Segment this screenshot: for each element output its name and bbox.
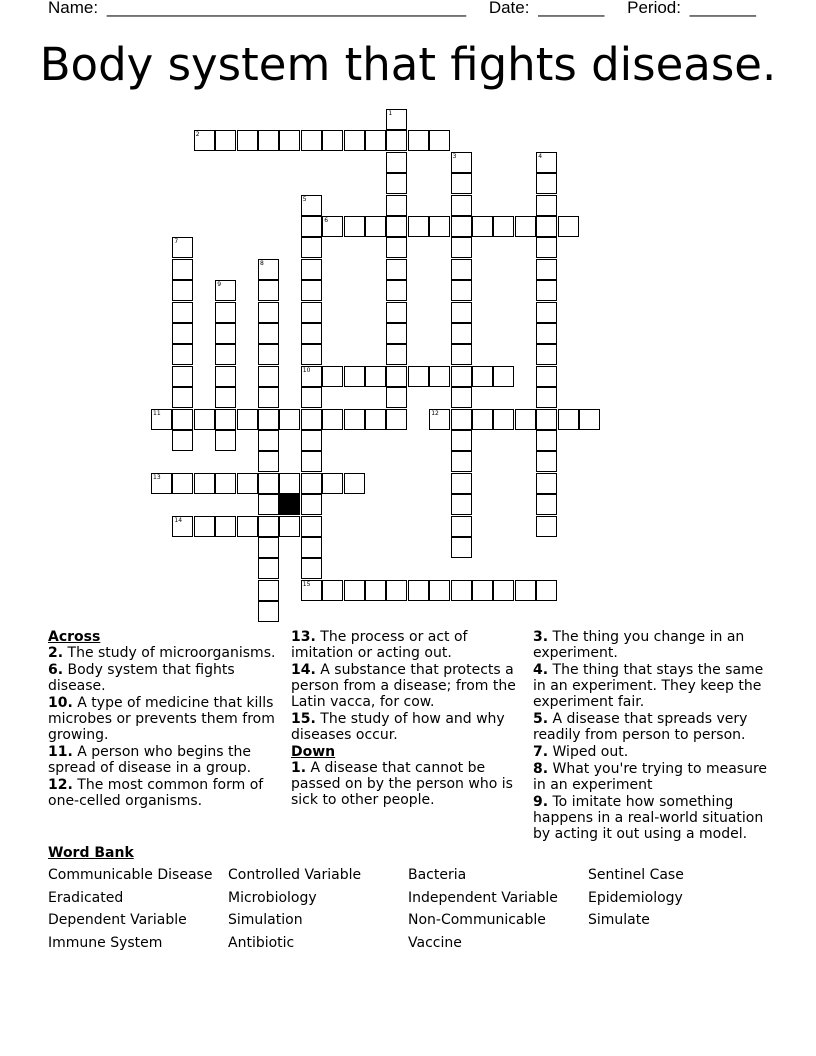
grid-cell[interactable] xyxy=(558,216,579,237)
grid-cell[interactable] xyxy=(451,280,472,301)
grid-cell[interactable] xyxy=(301,302,322,323)
grid-cell[interactable] xyxy=(536,494,557,515)
clue-down-7: 7. Wiped out. xyxy=(533,744,629,760)
grid-cell[interactable] xyxy=(301,409,322,430)
grid-cell[interactable] xyxy=(386,109,407,130)
clue-across-12: 12. The most common form of one-celled organisms. xyxy=(48,777,264,809)
grid-cell[interactable] xyxy=(322,580,343,601)
word-bank-item: Simulate xyxy=(588,912,650,928)
grid-cell[interactable] xyxy=(386,152,407,173)
clue-across-13: 13. The process or act of imitation or acting out. xyxy=(291,629,468,661)
grid-cell[interactable] xyxy=(322,409,343,430)
clue-down-9: 9. To imitate how something happens in a real-world situation by acting it out using a model. xyxy=(533,794,764,842)
grid-cell[interactable] xyxy=(172,409,193,430)
grid-cell[interactable] xyxy=(172,237,193,258)
grid-cell[interactable] xyxy=(301,130,322,151)
grid-cell[interactable] xyxy=(386,409,407,430)
cell-number: 7 xyxy=(174,238,179,246)
grid-cell[interactable] xyxy=(301,323,322,344)
cell-number: 8 xyxy=(260,259,264,267)
date-blank[interactable]: _______ xyxy=(538,0,605,17)
grid-cell[interactable] xyxy=(536,516,557,537)
grid-cell[interactable] xyxy=(258,580,279,601)
grid-cell[interactable] xyxy=(301,195,322,216)
grid-cell[interactable] xyxy=(451,173,472,194)
cell-number: 10 xyxy=(302,366,311,374)
grid-cell[interactable] xyxy=(515,409,536,430)
grid-cell[interactable] xyxy=(558,409,579,430)
grid-cell[interactable] xyxy=(493,366,514,387)
grid-cell[interactable] xyxy=(172,387,193,408)
grid-cell[interactable] xyxy=(301,516,322,537)
grid-cell[interactable] xyxy=(451,494,472,515)
word-bank-item: Controlled Variable xyxy=(228,867,362,883)
grid-cell[interactable] xyxy=(472,216,493,237)
cell-number: 2 xyxy=(195,131,200,139)
grid-cell[interactable] xyxy=(301,430,322,451)
grid-cell[interactable] xyxy=(536,280,557,301)
word-bank-item: Communicable Disease xyxy=(48,867,213,883)
grid-cell[interactable] xyxy=(451,195,472,216)
grid-cell[interactable] xyxy=(258,344,279,365)
grid-cell[interactable] xyxy=(386,302,407,323)
grid-cell[interactable] xyxy=(429,130,450,151)
grid-cell[interactable] xyxy=(344,366,365,387)
grid-cell[interactable] xyxy=(386,580,407,601)
grid-cell[interactable] xyxy=(172,302,193,323)
grid-cell[interactable] xyxy=(215,430,236,451)
grid-cell[interactable] xyxy=(451,537,472,558)
clue-down-1: 1. A disease that cannot be passed on by the person who is sick to other people. xyxy=(291,760,513,808)
cell-number: 6 xyxy=(324,217,329,224)
word-bank xyxy=(48,867,808,951)
grid-cell[interactable] xyxy=(536,387,557,408)
grid-cell[interactable] xyxy=(258,473,279,494)
grid-cell[interactable] xyxy=(451,344,472,365)
word-bank-item: Vaccine xyxy=(408,934,462,951)
clue-across-15: 15. The study of how and why diseases occur. xyxy=(291,711,505,743)
grid-cell[interactable] xyxy=(493,216,514,237)
grid-cell[interactable] xyxy=(493,580,514,601)
grid-cell[interactable] xyxy=(301,473,322,494)
grid-cell[interactable] xyxy=(365,409,386,430)
grid-cell[interactable] xyxy=(386,130,407,151)
grid-cell[interactable] xyxy=(386,366,407,387)
grid-cell[interactable] xyxy=(386,195,407,216)
grid-cell[interactable] xyxy=(194,516,215,537)
grid-cell[interactable] xyxy=(258,387,279,408)
grid-cell[interactable] xyxy=(386,259,407,280)
page-title: Body system that fights disease. xyxy=(39,38,777,91)
cell-number: 11 xyxy=(153,409,161,417)
word-bank-item: Microbiology xyxy=(228,889,317,906)
grid-cell[interactable] xyxy=(536,302,557,323)
grid-cell[interactable] xyxy=(215,409,236,430)
clue-across-14: 14. A substance that protects a person from a disease; from the Latin vacca, for cow. xyxy=(291,662,516,710)
grid-cell[interactable] xyxy=(386,216,407,237)
grid-cell[interactable] xyxy=(237,409,258,430)
grid-cell[interactable] xyxy=(451,302,472,323)
grid-cell[interactable] xyxy=(194,130,215,151)
grid-cell[interactable] xyxy=(215,302,236,323)
grid-cell[interactable] xyxy=(451,473,472,494)
clues-column-3 xyxy=(533,629,773,843)
grid-cell[interactable] xyxy=(365,580,386,601)
grid-cell[interactable] xyxy=(258,130,279,151)
grid-cell[interactable] xyxy=(451,259,472,280)
grid-cell[interactable] xyxy=(301,280,322,301)
grid-cell[interactable] xyxy=(408,366,429,387)
grid-cell[interactable] xyxy=(279,130,300,151)
grid-cell[interactable] xyxy=(536,195,557,216)
word-bank-item: Independent Variable xyxy=(408,889,558,906)
grid-cell[interactable] xyxy=(429,366,450,387)
grid-cell[interactable] xyxy=(301,387,322,408)
grid-cell[interactable] xyxy=(279,516,300,537)
grid-cell[interactable] xyxy=(151,409,172,430)
grid-cell[interactable] xyxy=(172,280,193,301)
grid-cell[interactable] xyxy=(258,280,279,301)
grid-cell[interactable] xyxy=(258,601,279,622)
grid-cell[interactable] xyxy=(536,473,557,494)
grid-cell[interactable] xyxy=(279,409,300,430)
grid-cell[interactable] xyxy=(386,323,407,344)
cell-number: 1 xyxy=(388,110,393,117)
cell-number: 3 xyxy=(452,152,457,160)
grid-cell[interactable] xyxy=(536,259,557,280)
grid-cell[interactable] xyxy=(215,366,236,387)
cell-number: 4 xyxy=(538,152,543,160)
grid-cell[interactable] xyxy=(258,451,279,472)
grid-cell[interactable] xyxy=(429,216,450,237)
grid-cell[interactable] xyxy=(536,580,557,601)
grid-cell[interactable] xyxy=(258,366,279,387)
grid-cell[interactable] xyxy=(237,130,258,151)
grid-cell[interactable] xyxy=(429,580,450,601)
grid-cell[interactable] xyxy=(237,516,258,537)
grid-cell[interactable] xyxy=(237,473,258,494)
grid-cell[interactable] xyxy=(429,409,450,430)
grid-cell[interactable] xyxy=(215,516,236,537)
grid-cell[interactable] xyxy=(365,130,386,151)
clue-across-2: 2. The study of microorganisms. xyxy=(48,645,276,661)
grid-cell[interactable] xyxy=(344,473,365,494)
clue-down-5: 5. A disease that spreads very readily from person to person. xyxy=(533,711,748,743)
grid-cell[interactable] xyxy=(386,280,407,301)
word-bank-item: Eradicated xyxy=(48,889,124,906)
grid-cell[interactable] xyxy=(258,323,279,344)
grid-cell[interactable] xyxy=(386,387,407,408)
grid-cell[interactable] xyxy=(386,173,407,194)
grid-cell[interactable] xyxy=(579,409,600,430)
grid-cell[interactable] xyxy=(215,130,236,151)
grid-cell[interactable] xyxy=(258,409,279,430)
grid-cell[interactable] xyxy=(451,451,472,472)
grid-cell[interactable] xyxy=(215,280,236,301)
grid-cell[interactable] xyxy=(322,130,343,151)
grid-cell[interactable] xyxy=(515,216,536,237)
grid-cell[interactable] xyxy=(408,216,429,237)
grid-cell[interactable] xyxy=(536,344,557,365)
grid-cell[interactable] xyxy=(451,152,472,173)
cell-number: 12 xyxy=(431,409,439,417)
grid-cell[interactable] xyxy=(215,387,236,408)
clue-across-6: 6. Body system that fights disease. xyxy=(48,662,235,694)
grid-cell[interactable] xyxy=(536,173,557,194)
word-bank-item: Dependent Variable xyxy=(48,912,187,928)
grid-cell[interactable] xyxy=(451,430,472,451)
grid-cell[interactable] xyxy=(215,323,236,344)
grid-cell[interactable] xyxy=(258,430,279,451)
grid-cell[interactable] xyxy=(258,537,279,558)
grid-cell[interactable] xyxy=(451,237,472,258)
grid-cell[interactable] xyxy=(536,216,557,237)
grid-cell[interactable] xyxy=(451,216,472,237)
down-heading: Down xyxy=(291,744,336,760)
grid-cell[interactable] xyxy=(472,409,493,430)
word-bank-item: Bacteria xyxy=(408,867,467,883)
grid-cell[interactable] xyxy=(451,409,472,430)
grid-cell[interactable] xyxy=(301,494,322,515)
grid-cell[interactable] xyxy=(344,216,365,237)
clue-down-4: 4. The thing that stays the same in an experiment. They keep the experiment fair. xyxy=(533,662,764,710)
grid-cell[interactable] xyxy=(365,216,386,237)
word-bank-item: Immune System xyxy=(48,934,163,951)
grid-cell[interactable] xyxy=(301,537,322,558)
grid-cell[interactable] xyxy=(172,344,193,365)
clue-down-3: 3. The thing you change in an experiment. xyxy=(533,629,745,661)
grid-cell[interactable] xyxy=(172,259,193,280)
word-bank-item: Non-Communicable xyxy=(408,912,546,928)
clue-across-10: 10. A type of medicine that kills microbes or prevents them from growing. xyxy=(48,695,275,743)
grid-cell[interactable] xyxy=(194,473,215,494)
grid-cell[interactable] xyxy=(172,473,193,494)
cell-number: 13 xyxy=(153,473,161,481)
across-heading: Across xyxy=(48,629,101,645)
grid-cell[interactable] xyxy=(172,516,193,537)
grid-cell[interactable] xyxy=(344,130,365,151)
grid-cell[interactable] xyxy=(386,344,407,365)
grid-cell[interactable] xyxy=(472,580,493,601)
grid-cell[interactable] xyxy=(258,302,279,323)
clue-down-8: 8. What you're trying to measure in an experiment xyxy=(533,761,768,793)
grid-block xyxy=(279,494,300,515)
grid-cell[interactable] xyxy=(258,259,279,280)
grid-cell[interactable] xyxy=(258,494,279,515)
grid-cell[interactable] xyxy=(301,366,322,387)
grid-cell[interactable] xyxy=(301,558,322,579)
grid-cell[interactable] xyxy=(258,516,279,537)
grid-cell[interactable] xyxy=(301,580,322,601)
grid-cell[interactable] xyxy=(301,344,322,365)
grid-cell[interactable] xyxy=(408,130,429,151)
word-bank-item: Sentinel Case xyxy=(588,867,684,883)
clues-column-2 xyxy=(291,629,526,809)
date-label: Date: xyxy=(488,0,530,17)
grid-cell[interactable] xyxy=(408,580,429,601)
grid-cell[interactable] xyxy=(536,451,557,472)
grid-cell[interactable] xyxy=(301,216,322,237)
word-bank-heading: Word Bank xyxy=(48,845,134,861)
grid-cell[interactable] xyxy=(172,323,193,344)
grid-cell[interactable] xyxy=(536,430,557,451)
grid-cell[interactable] xyxy=(194,409,215,430)
cell-number: 14 xyxy=(174,516,183,524)
grid-cell[interactable] xyxy=(536,409,557,430)
clue-across-11: 11. A person who begins the spread of disease in a group. xyxy=(48,744,252,776)
grid-cell[interactable] xyxy=(279,473,300,494)
cell-number: 5 xyxy=(302,195,307,203)
word-bank-item: Epidemiology xyxy=(588,889,683,906)
clues-column-1 xyxy=(48,629,283,810)
grid-cell[interactable] xyxy=(344,580,365,601)
grid-cell[interactable] xyxy=(515,580,536,601)
grid-cell[interactable] xyxy=(172,430,193,451)
grid-cell[interactable] xyxy=(258,558,279,579)
grid-cell[interactable] xyxy=(386,237,407,258)
period-label: Period: xyxy=(627,0,681,17)
grid-cell[interactable] xyxy=(472,366,493,387)
grid-cell[interactable] xyxy=(493,409,514,430)
grid-cell[interactable] xyxy=(451,323,472,344)
word-bank-item: Antibiotic xyxy=(228,934,295,951)
word-bank-item: Simulation xyxy=(228,912,303,928)
name-label: Name: xyxy=(48,0,99,17)
grid-cell[interactable] xyxy=(451,580,472,601)
grid-cell[interactable] xyxy=(344,409,365,430)
grid-cell[interactable] xyxy=(151,473,172,494)
grid-cell[interactable] xyxy=(301,259,322,280)
grid-cell[interactable] xyxy=(536,323,557,344)
grid-cell[interactable] xyxy=(322,216,343,237)
grid-cell[interactable] xyxy=(215,473,236,494)
grid-cell[interactable] xyxy=(301,451,322,472)
grid-cell[interactable] xyxy=(536,366,557,387)
name-blank[interactable]: ______________________________________ xyxy=(106,0,467,17)
grid-cell[interactable] xyxy=(365,366,386,387)
grid-cell[interactable] xyxy=(451,366,472,387)
grid-cell[interactable] xyxy=(322,366,343,387)
grid-cell[interactable] xyxy=(172,366,193,387)
period-blank[interactable]: _______ xyxy=(689,0,756,17)
cell-number: 9 xyxy=(217,281,222,289)
grid-cell[interactable] xyxy=(536,152,557,173)
grid-cell[interactable] xyxy=(536,237,557,258)
grid-cell[interactable] xyxy=(215,344,236,365)
grid-cell[interactable] xyxy=(301,237,322,258)
grid-cell[interactable] xyxy=(451,516,472,537)
grid-cell[interactable] xyxy=(322,473,343,494)
grid-cell[interactable] xyxy=(451,387,472,408)
cell-number: 15 xyxy=(302,580,311,588)
